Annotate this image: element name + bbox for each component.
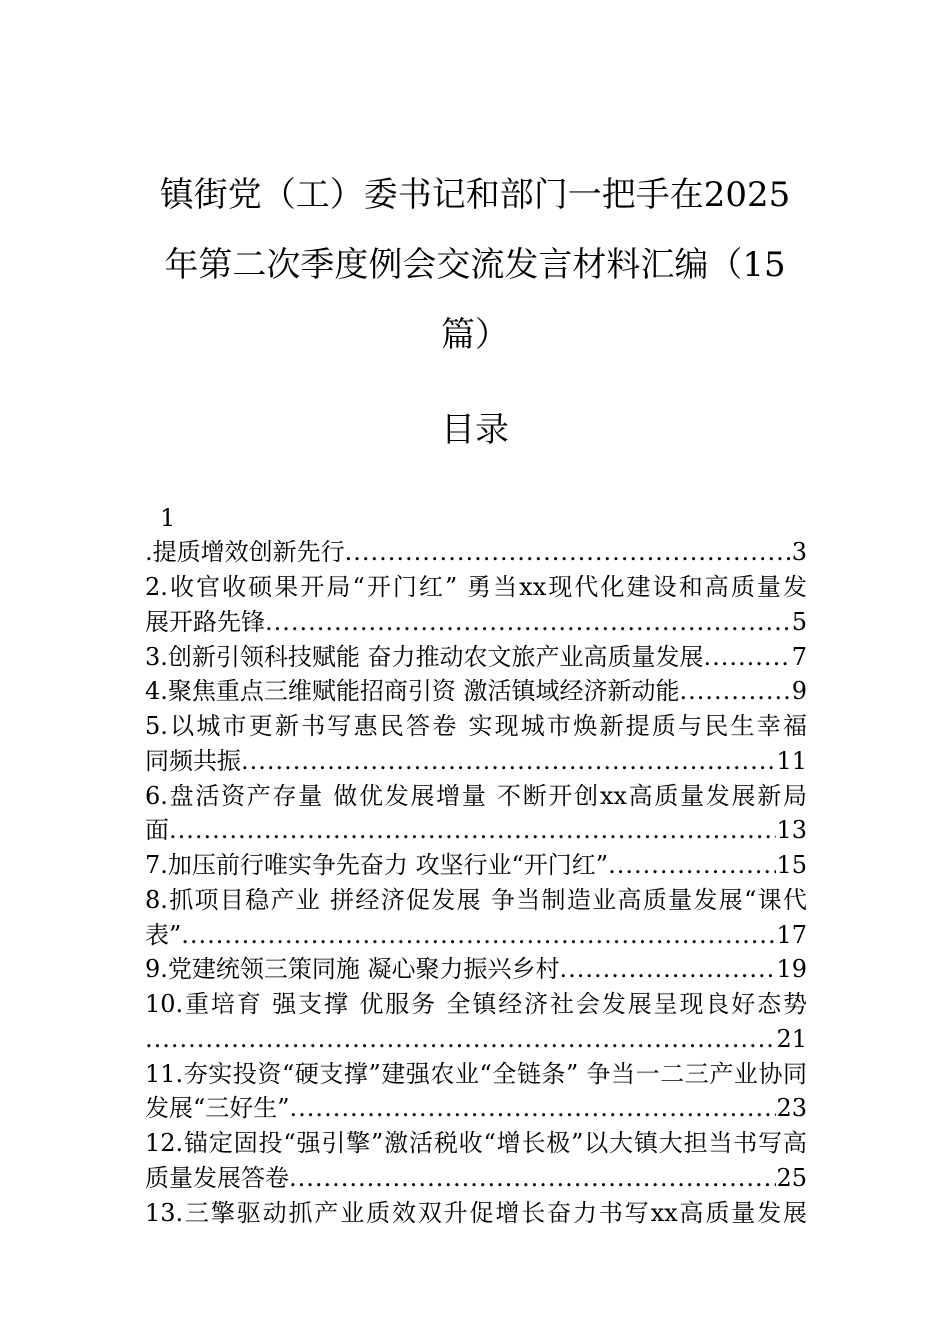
toc-entry[interactable] <box>145 746 807 776</box>
toc-page-number: 15 <box>776 851 807 879</box>
dot-leader <box>265 607 792 637</box>
dot-leader <box>608 850 776 880</box>
toc-text: 5.以城市更新书写惠民答卷 实现城市焕新提质与民生幸福 <box>145 712 807 740</box>
toc-entry[interactable] <box>145 1059 807 1089</box>
toc-entry[interactable] <box>145 537 807 567</box>
toc-page-number: 17 <box>776 921 807 949</box>
toc-entry[interactable] <box>145 572 807 602</box>
toc-entry[interactable] <box>145 676 807 706</box>
toc-text: 1 <box>160 504 176 532</box>
toc-entry[interactable] <box>145 989 807 1019</box>
toc-entry[interactable] <box>145 781 807 811</box>
dot-leader <box>290 1093 777 1123</box>
toc-page-number: 23 <box>776 1094 807 1122</box>
toc-entry[interactable] <box>145 1128 807 1158</box>
dot-leader <box>145 1024 776 1054</box>
toc-text: 质量发展答卷 <box>145 1164 289 1192</box>
toc-text: 表” <box>145 921 182 949</box>
toc-entry[interactable] <box>145 607 807 637</box>
title-line-1: 镇街党（工）委书记和部门一把手在2025 <box>159 175 791 215</box>
toc-entry[interactable] <box>145 815 807 845</box>
toc-page-number: 9 <box>791 677 807 705</box>
dot-leader <box>289 1163 776 1193</box>
toc-entry[interactable] <box>145 642 807 672</box>
toc-text: 6.盘活资产存量 做优发展增量 不断开创xx高质量发展新局 <box>145 782 807 810</box>
toc-text: 10.重培育 强支撑 优服务 全镇经济社会发展呈现良好态势 <box>145 990 807 1018</box>
toc-page-number: 11 <box>776 747 807 775</box>
toc-text: 展开路先锋 <box>145 608 265 636</box>
dot-leader <box>169 815 776 845</box>
toc-text: 4.聚焦重点三维赋能招商引资 激活镇域经济新动能 <box>145 677 680 705</box>
toc-entry[interactable] <box>145 850 807 880</box>
document-title <box>140 160 810 370</box>
toc-line[interactable] <box>160 503 220 533</box>
toc-entry[interactable] <box>145 954 807 984</box>
toc-page-number: 7 <box>791 643 807 671</box>
toc-entry[interactable] <box>145 1198 807 1228</box>
toc-page-number: 5 <box>791 608 807 636</box>
title-line-3: 篇） <box>441 315 509 355</box>
toc-text: 7.加压前行唯实争先奋力 攻坚行业“开门红” <box>145 851 609 879</box>
toc-entry[interactable] <box>145 1093 807 1123</box>
toc-text: 发展“三好生” <box>145 1094 290 1122</box>
toc-page-number: 13 <box>776 816 807 844</box>
toc-page-number: 19 <box>776 955 807 983</box>
toc-page-number: 3 <box>791 538 807 566</box>
dot-leader <box>680 676 792 706</box>
toc-page-number: 21 <box>776 1025 807 1053</box>
toc-text: 2.收官收硕果开局“开门红” 勇当xx现代化建设和高质量发 <box>145 573 807 601</box>
toc-text: 12.锚定固投“强引擎”激活税收“增长极”以大镇大担当书写高 <box>145 1129 807 1157</box>
toc-entry[interactable] <box>145 920 807 950</box>
toc-text: 面 <box>145 816 169 844</box>
title-line-2: 年第二次季度例会交流发言材料汇编（15 <box>164 245 786 285</box>
toc-text: 8.抓项目稳产业 拼经济促发展 争当制造业高质量发展“课代 <box>145 886 807 914</box>
toc-text: 11.夯实投资“硬支撑”建强农业“全链条” 争当一二三产业协同 <box>145 1060 807 1088</box>
toc-heading: 目录 <box>441 410 509 450</box>
toc-page-number: 25 <box>776 1164 807 1192</box>
toc-text: 3.创新引领科技赋能 奋力推动农文旅产业高质量发展 <box>145 643 704 671</box>
dot-leader <box>181 920 776 950</box>
toc-entry[interactable] <box>145 1024 807 1054</box>
toc-text: .提质增效创新先行 <box>145 538 345 566</box>
dot-leader <box>345 537 792 567</box>
dot-leader <box>704 642 792 672</box>
toc-entry[interactable] <box>145 1163 807 1193</box>
toc-entry[interactable] <box>145 711 807 741</box>
dot-leader <box>560 954 777 984</box>
dot-leader <box>241 746 776 776</box>
toc-entry[interactable] <box>145 885 807 915</box>
toc-text: 同频共振 <box>145 747 241 775</box>
toc-text: 13.三擎驱动抓产业质效双升促增长奋力书写xx高质量发展 <box>145 1199 807 1227</box>
toc-text: 9.党建统领三策同施 凝心聚力振兴乡村 <box>145 955 560 983</box>
